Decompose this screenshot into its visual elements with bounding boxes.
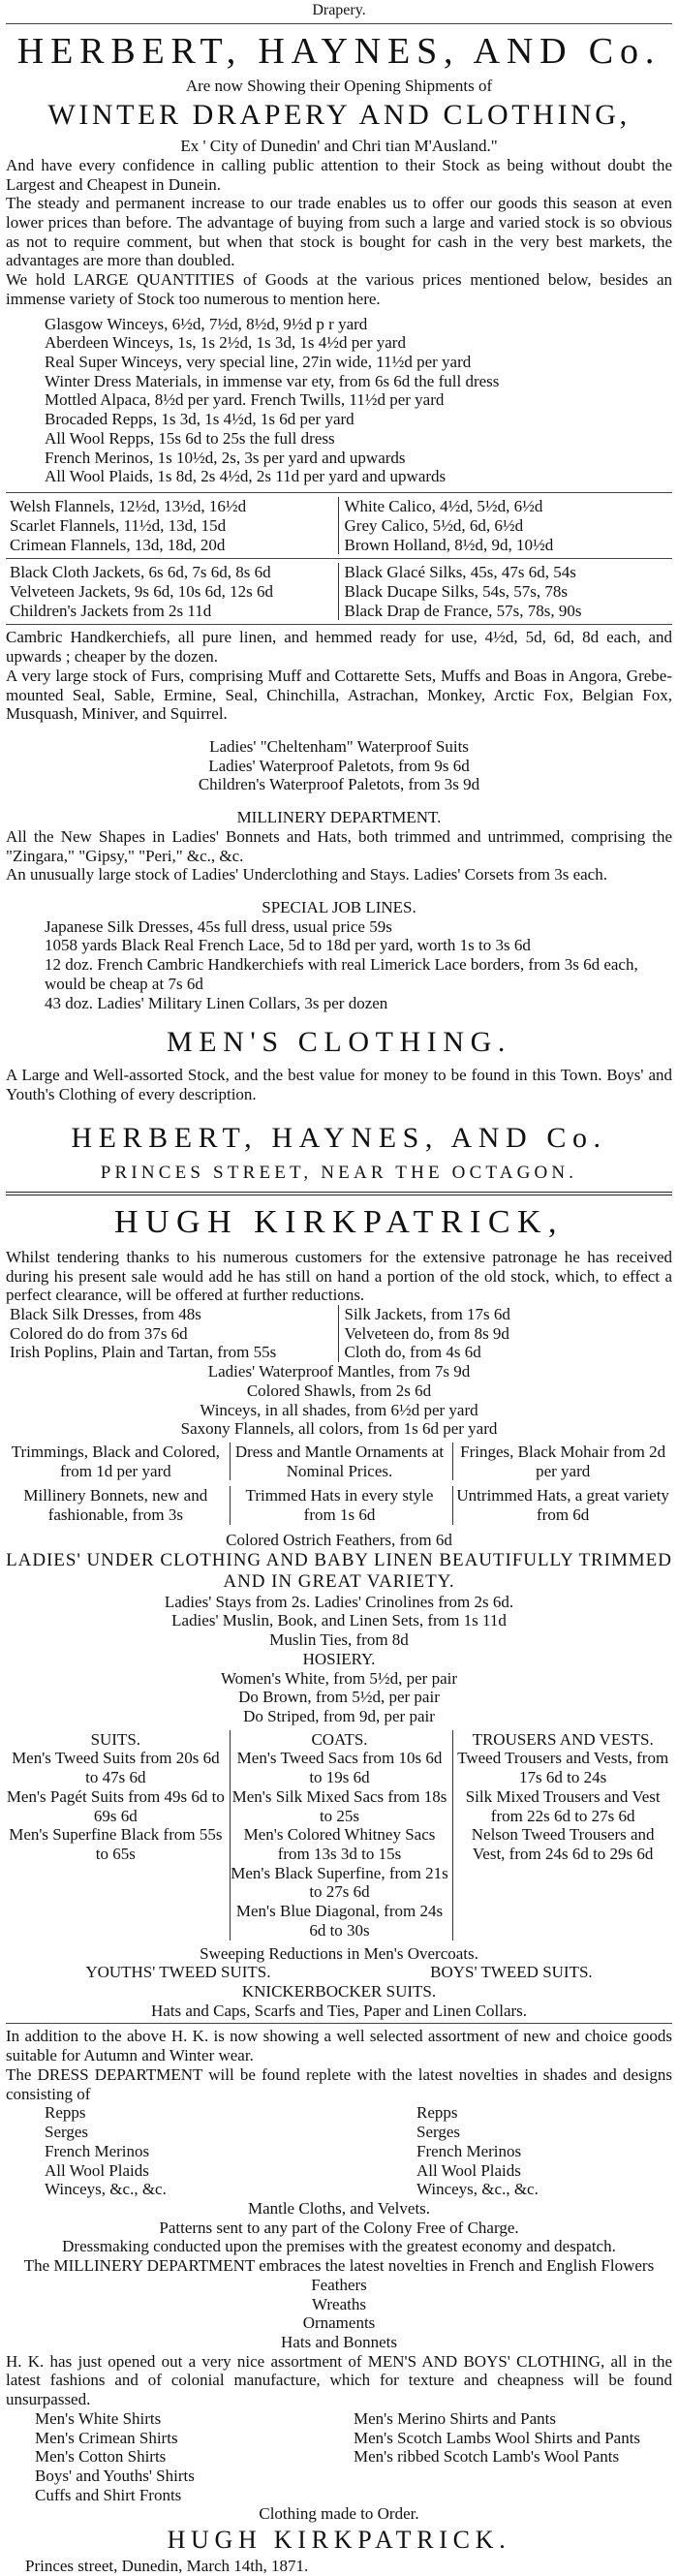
list-item: 43 doz. Ladies' Military Linen Collars, 3s per dozen — [45, 993, 388, 1012]
paragraph: The DRESS DEPARTMENT will be found replete with the latest novelties in shades and designs consisting of — [6, 2064, 672, 2103]
paragraph: A Large and Well-assorted Stock, and the best value for money to be found in this Town. Boys' and Youth's Clothing of every description. — [6, 1066, 672, 1103]
column-title: TROUSERS AND VESTS. — [472, 1729, 654, 1749]
list-item: Men's Cotton Shirts — [35, 2447, 167, 2467]
address: PRINCES STREET, NEAR THE OCTAGON. — [100, 1163, 578, 1184]
paragraph: H. K. has just opened out a very nice assortment of MEN'S AND BOYS' CLOTHING, all in the latest fashions and of colonial manufacture, which for texture and cheapness will be found unsurpassed. — [6, 2351, 672, 2409]
paragraph: A very large stock of Furs, comprising Muff and Cottarette Sets, Muffs and Boas in Angora, Grebe-mounted Seal, Sable, Ermine, Seal, Chinchilla, Astrachan, Monkey, Arctic Fox, Belgian Fox, Musquash, Miniver, and Squirrel. — [6, 666, 672, 724]
list-item: Men's Silk Mixed Sacs from 18s to 25s — [231, 1786, 447, 1825]
list-item: Tweed Trousers and Vests, from 17s 6d to 24s — [457, 1749, 669, 1787]
list-item: Crimean Flannels, 13d, 18d, 20d — [10, 535, 226, 554]
list-item: Men's Superfine Black from 55s to 65s — [9, 1825, 223, 1864]
list-item: Grey Calico, 5½d, 6d, 6½d — [344, 515, 524, 535]
dressmaking-line: Dressmaking conducted upon the premises with the greatest economy and despatch. — [62, 2237, 616, 2256]
list-item: Do Brown, from 5½d, per pair — [238, 1688, 440, 1707]
grid-cell: Dress and Mantle Ornaments at Nominal Prices. — [230, 1443, 449, 1480]
grid-cell: Untrimmed Hats, a great variety from 6d — [452, 1486, 672, 1524]
list-item: French Merinos — [45, 2141, 150, 2160]
hats-line: Hats and Caps, Scarfs and Ties, Paper and Linen Collars. — [150, 2001, 528, 2020]
firm-name: HERBERT, HAYNES, AND Co. — [16, 30, 662, 72]
list-item: Serges — [45, 2123, 89, 2142]
boys-label: BOYS' TWEED SUITS. — [430, 1963, 593, 1982]
list-item: Women's White, from 5½d, per pair — [220, 1668, 458, 1688]
shirts-list — [6, 2409, 672, 2505]
paragraph: Cambric Handkerchiefs, all pure linen, and hemmed ready for use, 4½d, 5d, 6d, 8d each, and upwards ; cheaper by the dozen. — [6, 628, 672, 667]
list-item: Glasgow Winceys, 6½d, 7½d, 8½d, 9½d p r yard — [45, 314, 368, 333]
list-item: Japanese Silk Dresses, 45s full dress, usual price 59s — [45, 916, 392, 936]
paragraph: And have every confidence in calling public attention to their Stock as being without doubt the Largest and Cheapest in Dunein. — [6, 155, 672, 194]
list-item: Boys' and Youths' Shirts — [35, 2467, 195, 2486]
list-item: Repps — [416, 2103, 458, 2123]
list-item: Velveteen do, from 8s 9d — [344, 1323, 509, 1343]
list-item: Children's Jackets from 2s 11d — [10, 601, 212, 620]
list-item: Black Drap de France, 57s, 78s, 90s — [344, 601, 582, 620]
list-item: Mottled Alpaca, 8½d per yard. French Twills, 11½d per yard — [45, 390, 445, 410]
paragraph: An unusually large stock of Ladies' Underclothing and Stays. Ladies' Corsets from 3s each. — [6, 865, 607, 885]
dateline: Princes street, Dunedin, March 14th, 1871. — [25, 2557, 309, 2576]
three-column-grid — [6, 1443, 672, 1480]
list-item: Black Cloth Jackets, 6s 6d, 7s 6d, 8s 6d — [10, 563, 271, 582]
list-item: Do Striped, from 9d, per pair — [243, 1706, 435, 1725]
list-item: Ornaments — [302, 2313, 376, 2333]
divider — [6, 624, 672, 625]
grid-cell: Trimmings, Black and Colored, from 1d per yard — [11, 1443, 220, 1480]
dress-list — [6, 2103, 672, 2199]
section-title: LADIES' UNDER CLOTHING AND BABY LINEN BEAUTIFULLY TRIMMED AND IN GREAT VARIETY. — [6, 1549, 672, 1592]
list-item: Scarlet Flannels, 11½d, 13d, 15d — [10, 515, 227, 535]
list-item: French Merinos — [416, 2141, 522, 2160]
firm-name: HUGH KIRKPATRICK, — [113, 1204, 565, 1241]
list-item: Ladies' Waterproof Paletots, from 9s 6d — [208, 756, 470, 775]
grid-cell: Trimmed Hats in every style from 1s 6d — [230, 1486, 449, 1524]
list-item: Men's Tweed Suits from 20s 6d to 47s 6d — [12, 1749, 220, 1787]
trousers-column — [452, 1730, 672, 1940]
coats-column — [230, 1730, 449, 1940]
column-title: COATS. — [311, 1729, 368, 1749]
list-item: Silk Jackets, from 17s 6d — [344, 1304, 510, 1323]
list-item: Welsh Flannels, 12½d, 13½d, 16½d — [10, 497, 247, 516]
list-item: Men's Scotch Lambs Wool Shirts and Pants — [354, 2428, 641, 2447]
muslin-line: Ladies' Muslin, Book, and Linen Sets, from 1s 11d — [171, 1611, 507, 1630]
list-item: Colored Shawls, from 2s 6d — [246, 1381, 432, 1400]
divider — [6, 492, 672, 493]
millinery-line: The MILLINERY DEPARTMENT embraces the latest novelties in French and English Flowers — [23, 2256, 655, 2276]
list-item: Serges — [416, 2123, 461, 2142]
section-title: MILLINERY DEPARTMENT. — [236, 808, 442, 827]
list-item: Silk Mixed Trousers and Vest from 22s 6d to 27s 6d — [465, 1786, 661, 1825]
list-item: Colored do do from 37s 6d — [10, 1323, 188, 1343]
list-item: Men's Pagét Suits from 49s 6d to 69s 6d — [6, 1786, 225, 1825]
list-item: French Merinos, 1s 10½d, 2s, 3s per yard and upwards — [45, 448, 406, 467]
column-title: SUITS. — [90, 1729, 141, 1749]
list-item: All Wool Plaids — [45, 2160, 149, 2180]
order-line: Clothing made to Order. — [259, 2504, 419, 2524]
list-item: Brown Holland, 8½d, 9d, 10½d — [344, 535, 554, 554]
section-title: MEN'S CLOTHING. — [166, 1026, 512, 1059]
paragraph: In addition to the above H. K. is now showing a well selected assortment of new and choice goods suitable for Autumn and Winter wear. — [6, 2027, 672, 2065]
list-item: Men's Crimean Shirts — [35, 2428, 178, 2447]
youths-label: YOUTHS' TWEED SUITS. — [85, 1963, 271, 1982]
list-item: Men's Colored Whitney Sacs from 13s 3d to 15s — [243, 1825, 436, 1864]
signature: HUGH KIRKPATRICK. — [167, 2526, 511, 2555]
millinery-items — [6, 2276, 672, 2352]
overcoats-line: Sweeping Reductions in Men's Overcoats. — [200, 1943, 478, 1963]
list-item: White Calico, 4½d, 5½d, 6½d — [344, 497, 543, 516]
list-item: Cloth do, from 4s 6d — [344, 1343, 481, 1362]
list-item: All Wool Plaids, 1s 8d, 2s 4½d, 2s 11d per yard and upwards — [45, 467, 447, 486]
price-list — [6, 315, 672, 486]
paragraph: We hold LARGE QUANTITIES of Goods at the various prices mentioned below, besides an immense variety of Stock too numerous to mention here. — [6, 270, 672, 308]
list-item: Velveteen Jackets, 9s 6d, 10s 6d, 12s 6d — [10, 581, 273, 601]
list-item: Irish Poplins, Plain and Tartan, from 55s — [10, 1343, 277, 1362]
list-item: Children's Waterproof Paletots, from 3s 9d — [198, 775, 480, 794]
divider — [6, 23, 672, 24]
list-item: Cuffs and Shirt Fronts — [35, 2485, 182, 2504]
list-item: Hats and Bonnets — [281, 2332, 397, 2351]
list-item: 12 doz. French Cambric Handkerchiefs with real Limerick Lace borders, from 3s 6d each, would be cheap at 7s 6d — [45, 955, 638, 993]
waterproof-list — [6, 737, 672, 794]
paragraph: All the New Shapes in Ladies' Bonnets and Hats, both trimmed and untrimmed, comprising the "Zingara," "Gipsy," "Peri," &c., &c. — [6, 826, 672, 865]
list-item: Ladies' Waterproof Mantles, from 7s 9d — [207, 1362, 471, 1381]
paragraph: The steady and permanent increase to our trade enables us to offer our goods this season at even lower prices than before. The advantage of buying from such a large and varied stock is so obvious as not to require comment, but when that stock is bought for cash in the very best markets, the advantages are more than doubled. — [6, 194, 672, 270]
ad-title: WINTER DRAPERY AND CLOTHING, — [47, 99, 631, 132]
list-item: Men's ribbed Scotch Lamb's Wool Pants — [354, 2447, 620, 2467]
list-item: Men's Blue Diagonal, from 24s 6d to 30s — [235, 1902, 444, 1940]
list-item: 1058 yards Black Real French Lace, 5d to 18d per yard, worth 1s to 3s 6d — [45, 936, 531, 955]
patterns-line: Patterns sent to any part of the Colony Free of Charge. — [159, 2218, 519, 2237]
list-item: Winter Dress Materials, in immense var ety, from 6s 6d the full dress — [45, 371, 500, 390]
feathers-line: Colored Ostrich Feathers, from 6d — [226, 1530, 452, 1549]
list-item: Ladies' "Cheltenham" Waterproof Suits — [209, 736, 469, 756]
list-item: Black Ducape Silks, 54s, 57s, 78s — [344, 581, 568, 601]
divider — [6, 2023, 672, 2024]
list-item: Nelson Tweed Trousers and Vest, from 24s 6d to 29s 6d — [471, 1825, 655, 1864]
two-column-list — [6, 563, 672, 620]
two-column-list — [6, 1305, 672, 1362]
firm-name: HERBERT, HAYNES, AND Co. — [71, 1121, 607, 1154]
list-item: Winceys, in all shades, from 6½d per yard — [200, 1400, 478, 1419]
list-item: Feathers — [311, 2275, 367, 2294]
paragraph: Whilst tendering thanks to his numerous customers for the extensive patronage he has received during his present sale would add he has still on hand a portion of the old stock, which, to effect a perfect clearance, will be offered at further reductions. — [6, 1247, 672, 1305]
center-list — [6, 1362, 672, 1439]
shipment-line: Ex ' City of Dunedin' and Chri tian M'Ausland." — [180, 137, 498, 156]
list-item: Real Super Winceys, very special line, 27in wide, 11½d per yard — [45, 353, 472, 372]
grid-cell: Fringes, Black Mohair from 2d per yard — [452, 1443, 672, 1480]
section-title: SPECIAL JOB LINES. — [262, 898, 416, 917]
list-item: All Wool Plaids — [416, 2160, 521, 2180]
three-column-grid — [6, 1486, 672, 1524]
divider — [6, 1192, 672, 1195]
two-column-list — [6, 497, 672, 554]
list-item: Men's Tweed Sacs from 10s 6d to 19s 6d — [236, 1749, 443, 1787]
section-title: HOSIERY. — [302, 1649, 376, 1668]
list-item: Brocaded Repps, 1s 3d, 1s 4½d, 1s 6d per yard — [45, 410, 354, 429]
list-item: Saxony Flannels, all colors, from 1s 6d per yard — [180, 1419, 498, 1439]
list-item: All Wool Repps, 15s 6d to 25s the full dress — [45, 428, 335, 448]
herbert-haynes-ad — [6, 30, 672, 1185]
divider — [6, 558, 672, 559]
list-item: Winceys, &c., &c. — [45, 2180, 167, 2199]
list-item: Wreaths — [312, 2294, 366, 2313]
list-item: Black Glacé Silks, 45s, 47s 6d, 54s — [344, 563, 576, 582]
list-item: Men's White Shirts — [35, 2408, 162, 2428]
hosiery-list — [6, 1669, 672, 1726]
special-list — [6, 917, 672, 1013]
list-item: Repps — [45, 2103, 86, 2123]
stays-line: Ladies' Stays from 2s. Ladies' Crinolines from 2s 6d. — [164, 1592, 514, 1611]
suits-column — [6, 1730, 226, 1940]
list-item: Men's Merino Shirts and Pants — [354, 2408, 556, 2428]
grid-cell: Millinery Bonnets, new and fashionable, from 3s — [23, 1486, 208, 1525]
list-item: Black Silk Dresses, from 48s — [10, 1304, 201, 1323]
clothing-grid — [6, 1730, 672, 1940]
list-item: Men's Black Superfine, from 21s to 27s 6d — [231, 1863, 448, 1902]
list-item: Winceys, &c., &c. — [416, 2180, 539, 2199]
kirkpatrick-ad — [6, 1203, 672, 2576]
knicker-line: KNICKERBOCKER SUITS. — [241, 1982, 437, 2002]
showing-line: Are now Showing their Opening Shipments of — [185, 76, 493, 95]
ties-line: Muslin Ties, from 8d — [269, 1630, 409, 1650]
mantle-line: Mantle Cloths, and Velvets. — [247, 2198, 431, 2218]
youth-boys-row — [6, 1963, 672, 1982]
list-item: Aberdeen Winceys, 1s, 1s 2½d, 1s 3d, 1s 4½d per yard — [45, 333, 406, 353]
section-heading: Drapery. — [312, 2, 366, 18]
